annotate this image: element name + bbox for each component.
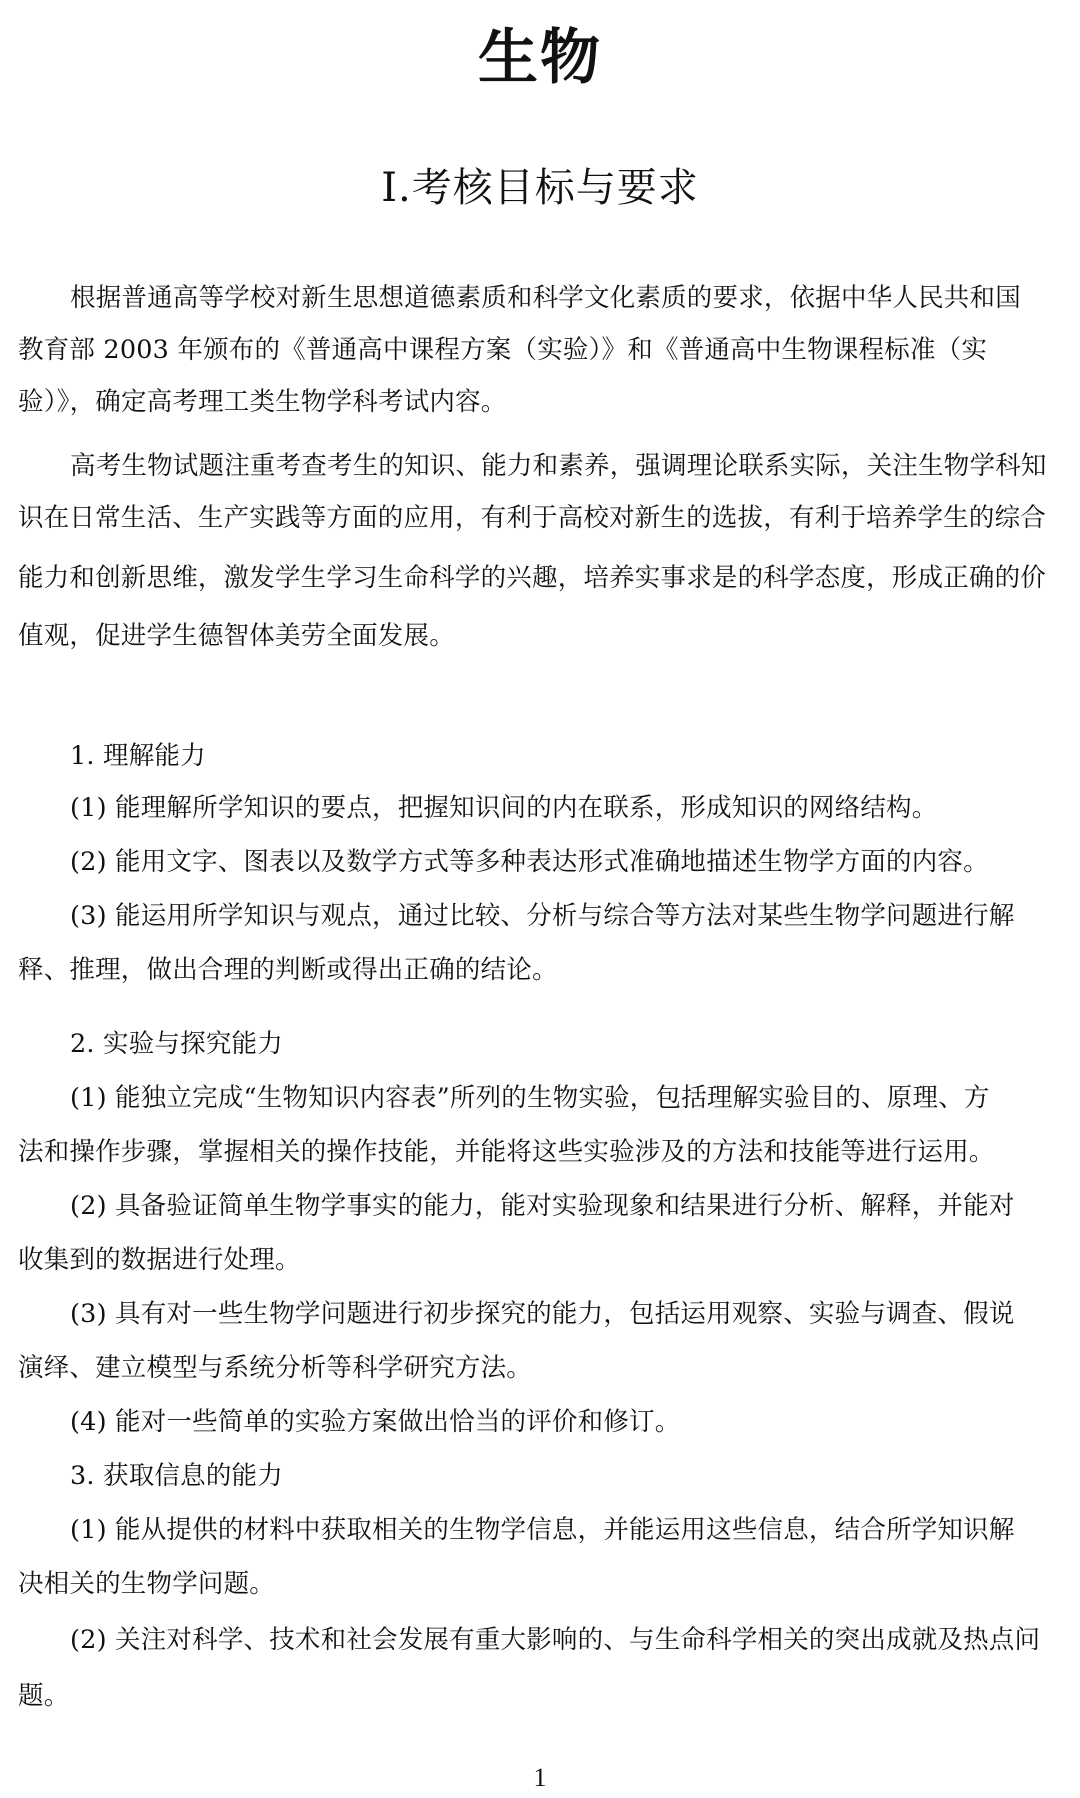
section-heading: 3. 获取信息的能力 [70,1461,283,1491]
list-item: (4) 能对一些简单的实验方案做出恰当的评价和修订。 [70,1407,681,1437]
list-item: (3) 具有对一些生物学问题进行初步探究的能力，包括运用观察、实验与调查、假说 [70,1299,1015,1329]
text-line: 值观，促进学生德智体美劳全面发展。 [18,621,455,651]
text-line: 教育部 2003 年颁布的《普通高中课程方案（实验）》和《普通高中生物课程标准（实 [18,335,988,365]
page-title: 生物 [478,23,602,93]
list-item-continuation: 释、推理，做出合理的判断或得出正确的结论。 [18,955,558,985]
list-item-continuation: 决相关的生物学问题。 [18,1569,276,1599]
section-heading: 2. 实验与探究能力 [70,1029,283,1059]
section-title: Ⅰ.考核目标与要求 [381,165,699,211]
text-line: 识在日常生活、生产实践等方面的应用，有利于高校对新生的选拔，有利于培养学生的综合 [18,503,1047,533]
list-item-continuation: 收集到的数据进行处理。 [18,1245,301,1275]
list-item-continuation: 演绎、建立模型与系统分析等科学研究方法。 [18,1353,533,1383]
list-item: (1) 能理解所学知识的要点，把握知识间的内在联系，形成知识的网络结构。 [70,793,938,823]
list-item: (3) 能运用所学知识与观点，通过比较、分析与综合等方法对某些生物学问题进行解 [70,901,1015,931]
text-line: 高考生物试题注重考查考生的知识、能力和素养，强调理论联系实际，关注生物学科知 [70,451,1047,481]
list-item-continuation: 题。 [18,1681,70,1711]
list-item: (1) 能从提供的材料中获取相关的生物学信息，并能运用这些信息，结合所学知识解 [70,1515,1015,1545]
list-item-continuation: 法和操作步骤，掌握相关的操作技能，并能将这些实验涉及的方法和技能等进行运用。 [18,1137,995,1167]
list-item: (2) 具备验证简单生物学事实的能力，能对实验现象和结果进行分析、解释，并能对 [70,1191,1015,1221]
section-heading: 1. 理解能力 [70,741,206,771]
list-item: (1) 能独立完成“生物知识内容表”所列的生物实验，包括理解实验目的、原理、方 [70,1083,990,1113]
list-item: (2) 能用文字、图表以及数学方式等多种表达形式准确地描述生物学方面的内容。 [70,847,989,877]
list-item: (2) 关注对科学、技术和社会发展有重大影响的、与生命科学相关的突出成就及热点问 [70,1625,1041,1655]
text-line: 验）》，确定高考理工类生物学科考试内容。 [18,387,507,417]
page-number: 1 [533,1763,547,1792]
text-line: 能力和创新思维，激发学生学习生命科学的兴趣，培养实事求是的科学态度，形成正确的价 [18,563,1047,593]
text-line: 根据普通高等学校对新生思想道德素质和科学文化素质的要求，依据中华人民共和国 [70,283,1021,313]
